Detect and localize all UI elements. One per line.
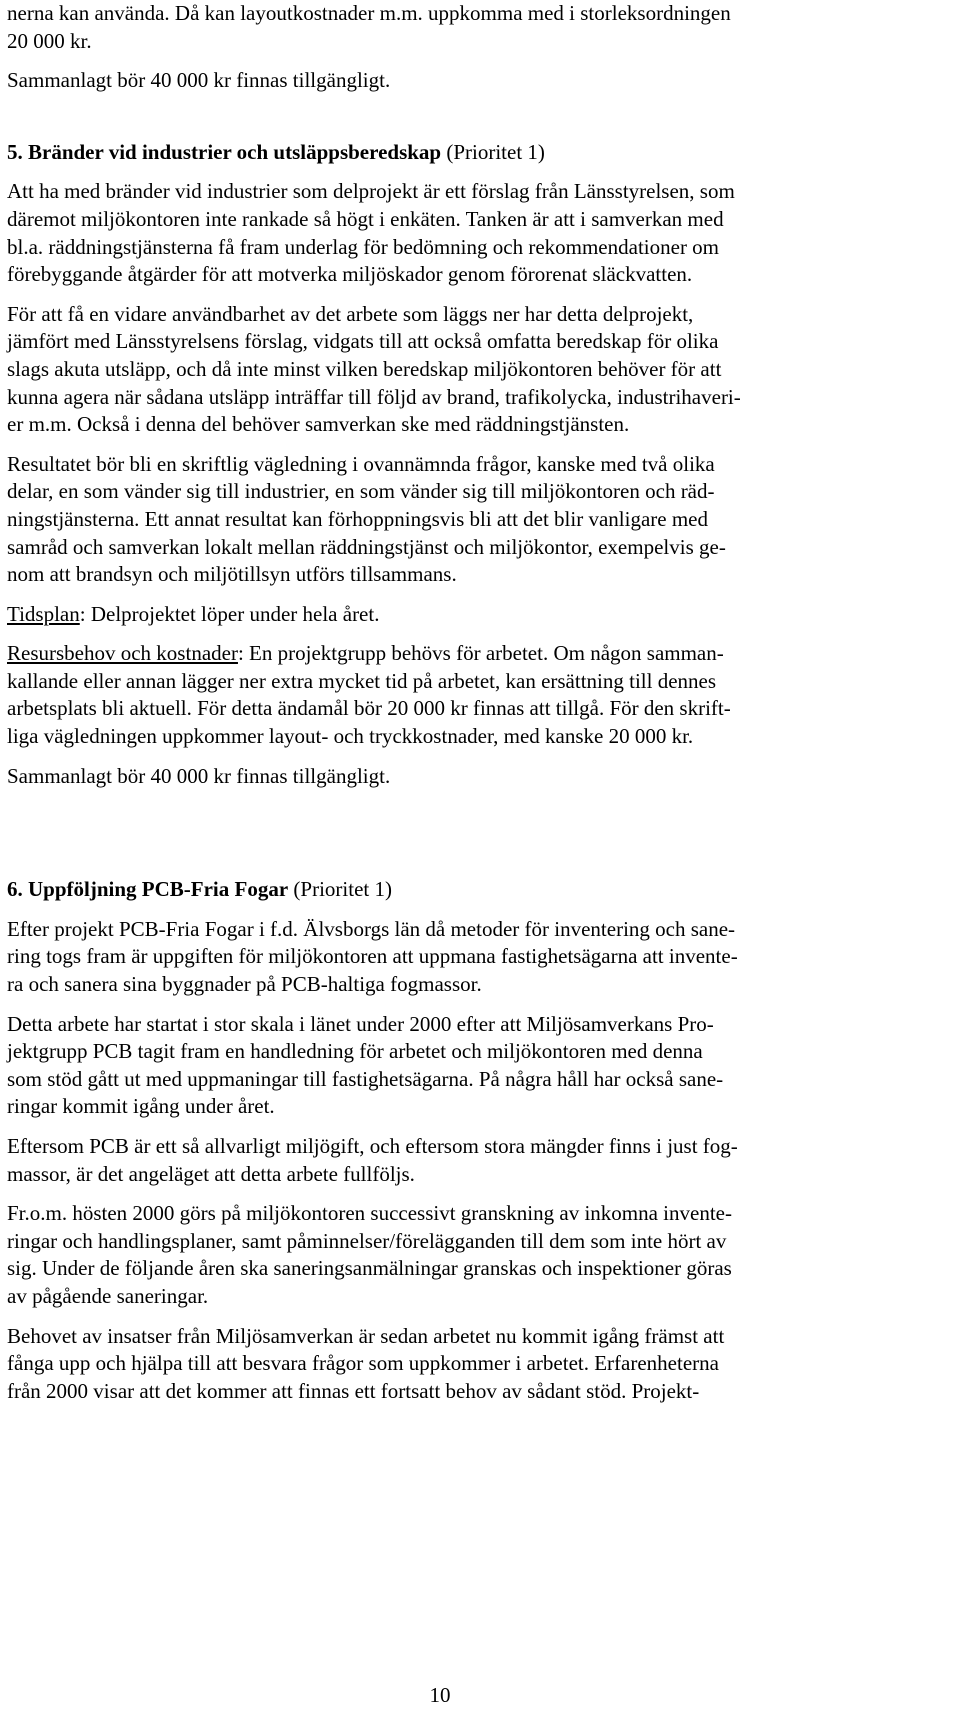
schedule-label: Tidsplan xyxy=(7,601,80,626)
text-line: jektgrupp PCB tagit fram en handledning för arbetet och miljökontoren med denna xyxy=(7,1039,703,1064)
section-5-paragraph-1 xyxy=(7,178,897,288)
text-line: kunna agera när sådana utsläpp inträffar till följd av brand, trafikolycka, industrihaveri- xyxy=(7,384,741,409)
text-line: Efter projekt PCB-Fria Fogar i f.d. Älvsborgs län då metoder för inventering och sane- xyxy=(7,916,736,941)
text-line: ningstjänsterna. Ett annat resultat kan förhoppningsvis bli att det blir vanligare med xyxy=(7,506,708,531)
section-6-priority: (Prioritet 1) xyxy=(293,877,392,902)
section-6-paragraph-4 xyxy=(7,1200,897,1310)
text-line: Fr.o.m. hösten 2000 görs på miljökontoren successivt granskning av inkomna invente- xyxy=(7,1201,732,1226)
section-5-heading xyxy=(7,139,897,167)
text-line: er m.m. Också i denna del behöver samverkan ske med räddningstjänsten. xyxy=(7,412,630,437)
section-5-schedule xyxy=(7,601,897,629)
text-line: Sammanlagt bör 40 000 kr finnas tillgängligt. xyxy=(7,763,391,788)
text-line: av pågående saneringar. xyxy=(7,1283,209,1308)
section-5-priority: (Prioritet 1) xyxy=(446,139,545,164)
section-6-paragraph-1 xyxy=(7,916,897,999)
text-line: Behovet av insatser från Miljösamverkan är sedan arbetet nu kommit igång främst att xyxy=(7,1323,725,1348)
text-line: bl.a. räddningstjänsterna få fram underlag för bedömning och rekommendationer om xyxy=(7,234,720,259)
text-line: : En projektgrupp behövs för arbetet. Om någon samman- xyxy=(237,641,724,666)
text-line: 20 000 kr. xyxy=(7,28,92,53)
text-line: som stöd gått ut med uppmaningar till fastighetsägarna. På några håll har också sane- xyxy=(7,1066,724,1091)
text-line: Detta arbete har startat i stor skala i länet under 2000 efter att Miljösamverkans Pro- xyxy=(7,1011,714,1036)
text-line: samråd och samverkan lokalt mellan räddningstjänst och miljökontor, exempelvis ge- xyxy=(7,534,726,559)
text-line: Eftersom PCB är ett så allvarligt miljögift, och eftersom stora mängder finns i just fog- xyxy=(7,1134,738,1158)
section-6-paragraph-2 xyxy=(7,1011,897,1121)
section-5-total xyxy=(7,763,897,791)
text-line: däremot miljökontoren inte rankade så högt i enkäten. Tanken är att i samverkan med xyxy=(7,206,724,231)
text-line: jämfört med Länsstyrelsens förslag, vidgats till att också omfatta beredskap för olika xyxy=(7,329,719,354)
text-line: ra och sanera sina byggnader på PCB-haltiga fogmassor. xyxy=(7,972,482,997)
section-5-resources xyxy=(7,640,897,750)
intro-paragraph xyxy=(7,0,897,55)
page-body xyxy=(7,0,897,1405)
text-line: från 2000 visar att det kommer att finnas ett fortsatt behov av sådant stöd. Projekt- xyxy=(7,1378,700,1403)
schedule-text: : Delprojektet löper under hela året. xyxy=(79,601,380,626)
text-line: arbetsplats bli aktuell. För detta ändamål bör 20 000 kr finnas att tillgå. För den skrift- xyxy=(7,696,731,721)
text-line: Sammanlagt bör 40 000 kr finnas tillgängligt. xyxy=(7,68,391,93)
section-5-number: 5. xyxy=(7,139,23,164)
section-6-title: Uppföljning PCB-Fria Fogar xyxy=(28,877,289,902)
text-line: Resultatet bör bli en skriftlig vägledning i ovannämnda frågor, kanske med två olika xyxy=(7,451,715,476)
section-6-paragraph-3 xyxy=(7,1133,897,1188)
text-line: ringar och handlingsplaner, samt påminnelser/förelägganden till dem som inte hört av xyxy=(7,1228,727,1253)
resources-label: Resursbehov och kostnader xyxy=(7,641,238,666)
text-line: slags akuta utsläpp, och då inte minst vilken beredskap miljökontoren behöver för att xyxy=(7,356,722,381)
section-6-number: 6. xyxy=(7,877,23,902)
text-line: ringar kommit igång under året. xyxy=(7,1094,275,1119)
intro-total xyxy=(7,67,897,95)
text-line: nerna kan använda. Då kan layoutkostnader m.m. uppkomma med i storleksordningen xyxy=(7,1,731,25)
section-5-title: Bränder vid industrier och utsläppsberedskap xyxy=(28,139,442,164)
text-line: delar, en som vänder sig till industrier, en som vänder sig till miljökontoren och räd- xyxy=(7,479,715,504)
text-line: sig. Under de följande åren ska saneringsanmälningar granskas och inspektioner göras xyxy=(7,1256,732,1281)
text-line: kallande eller annan lägger ner extra mycket tid på arbetet, kan ersättning till dennes xyxy=(7,668,717,693)
text-line: liga vägledningen uppkommer layout- och tryckkostnader, med kanske 20 000 kr. xyxy=(7,724,694,749)
text-line: För att få en vidare användbarhet av det arbete som läggs ner har detta delprojekt, xyxy=(7,301,694,326)
text-line: ring togs fram är uppgiften för miljökontoren att uppmana fastighetsägarna att invente- xyxy=(7,944,738,969)
text-line: massor, är det angeläget att detta arbete fullföljs. xyxy=(7,1161,415,1186)
section-5-paragraph-3 xyxy=(7,451,897,589)
text-line: nom att brandsyn och miljötillsyn utförs tillsammans. xyxy=(7,562,457,587)
section-6-paragraph-5 xyxy=(7,1323,897,1406)
text-line: fånga upp och hjälpa till att besvara frågor som uppkommer i arbetet. Erfarenheterna xyxy=(7,1351,719,1376)
section-6-heading xyxy=(7,876,897,904)
text-line: Att ha med bränder vid industrier som delprojekt är ett förslag från Länsstyrelsen, som xyxy=(7,179,735,204)
page-number: 10 xyxy=(429,1683,451,1707)
text-line: förebyggande åtgärder för att motverka miljöskador genom förorenat släckvatten. xyxy=(7,262,693,287)
section-5-paragraph-2 xyxy=(7,301,897,439)
